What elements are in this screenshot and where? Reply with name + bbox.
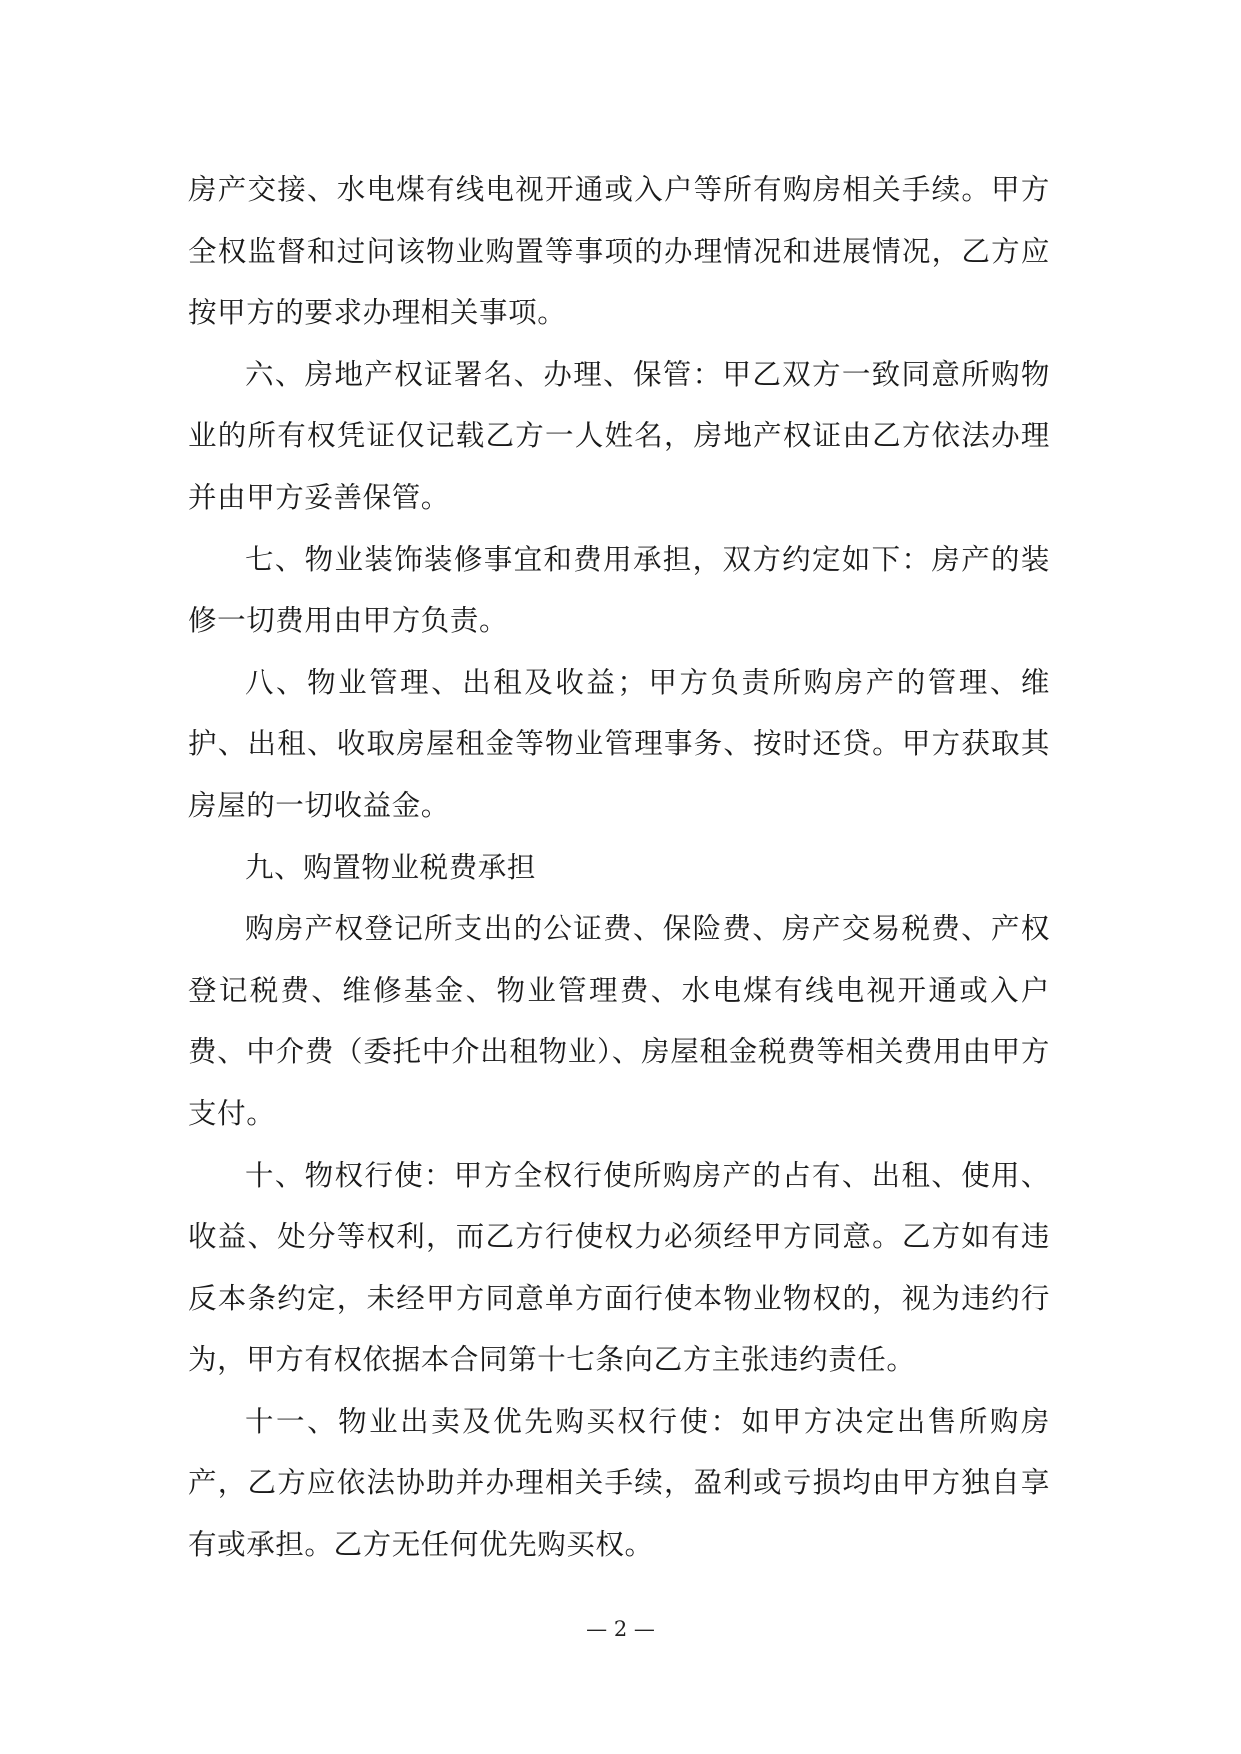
paragraph-clause-7: 七、物业装饰装修事宜和费用承担，双方约定如下：房产的装修一切费用由甲方负责。 xyxy=(188,542,1050,638)
page-number: — 2 — xyxy=(586,1617,655,1641)
paragraph-clause-10: 十、物权行使：甲方全权行使所购房产的占有、出租、使用、收益、处分等权利，而乙方行使权力必须经甲方同意。乙方如有违反本条约定，未经甲方同意单方面行使本物业物权的，视为违约行为，甲方有权依据本合同第十七条向乙方主张违约责任。 xyxy=(188,1158,1050,1377)
paragraph-clause-11: 十一、物业出卖及优先购买权行使：如甲方决定出售所购房产，乙方应依法协助并办理相关手续，盈利或亏损均由甲方独自享有或承担。乙方无任何优先购买权。 xyxy=(188,1404,1050,1562)
paragraph-clause-6: 六、房地产权证署名、办理、保管：甲乙双方一致同意所购物业的所有权凭证仅记载乙方一人姓名，房地产权证由乙方依法办理并由甲方妥善保管。 xyxy=(188,357,1050,514)
paragraph-clause-9-heading: 九、购置物业税费承担 xyxy=(245,850,537,884)
document-body xyxy=(188,159,1050,1576)
paragraph-continuation: 房产交接、水电煤有线电视开通或入户等所有购房相关手续。甲方全权监督和过问该物业购置等事项的办理情况和进展情况，乙方应按甲方的要求办理相关事项。 xyxy=(188,173,1050,330)
paragraph-clause-9-body: 购房产权登记所支出的公证费、保险费、房产交易税费、产权登记税费、维修基金、物业管理费、水电煤有线电视开通或入户费、中介费（委托中介出租物业）、房屋租金税费等相关费用由甲方支付。 xyxy=(188,912,1050,1130)
paragraph-clause-8: 八、物业管理、出租及收益；甲方负责所购房产的管理、维护、出租、收取房屋租金等物业管理事务、按时还贷。甲方获取其房屋的一切收益金。 xyxy=(188,665,1050,822)
